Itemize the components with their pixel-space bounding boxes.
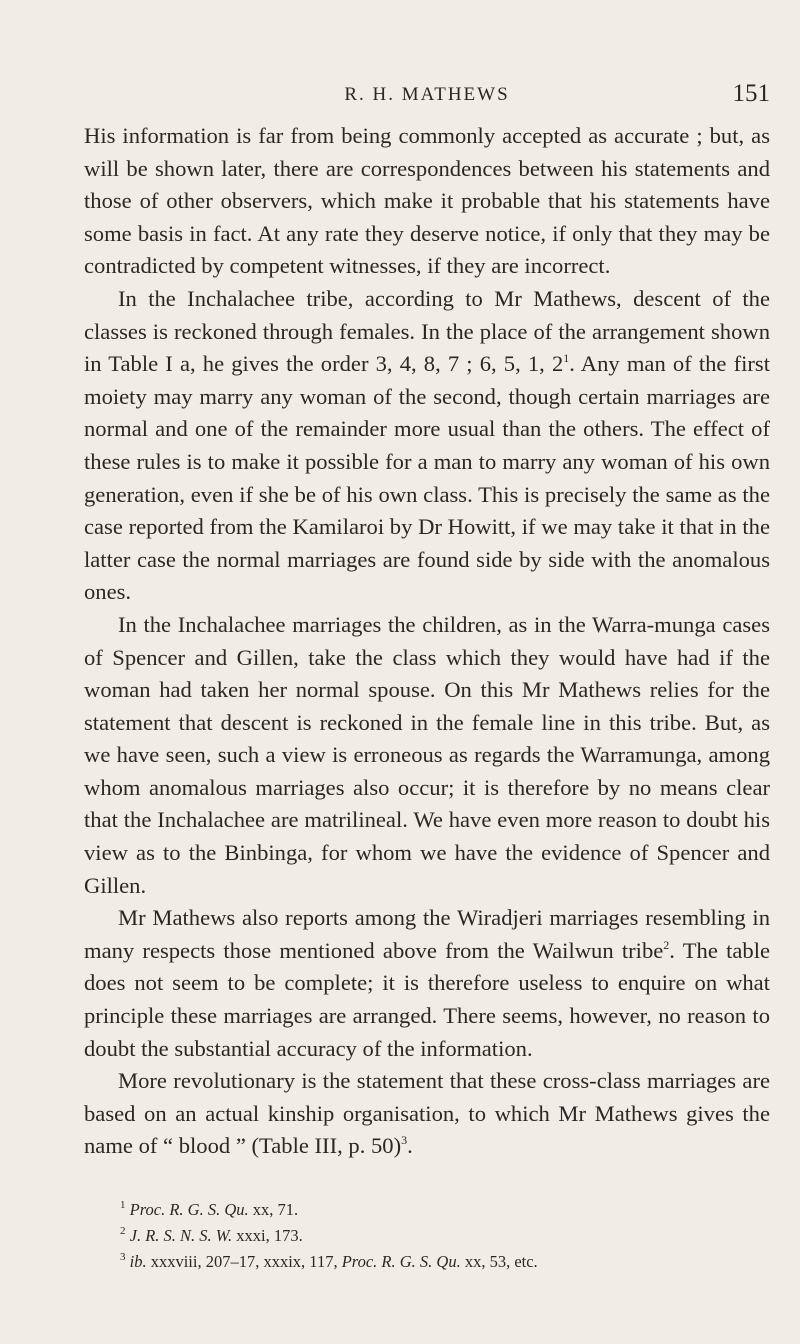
footnote-mark: 3 [120,1251,126,1263]
footnote-mark: 1 [120,1199,126,1211]
paragraph-text: His information is far from being commonly accepted as accurate ; but, as will be shown later, there are correspondences between his statements and those of other observers, which make it probable that his statements have some basis in fact. At any rate they deserve notice, if only that they may be contradicted by competent witnesses, if they are incorrect. [84,123,770,279]
paragraph-text: More revolutionary is the statement that these cross-class marriages are based on an actual kinship organisation, to which Mr Mathews gives the name of “ blood ” (Table III, p. 50) [84,1068,770,1159]
paragraph-2 [84,283,770,609]
paragraph-text: In the Inchalachee marriages the children, as in the Warra-munga cases of Spencer and Gillen, take the class which they would have had if the woman had taken her normal spouse. On this Mr Mathews relies for the statement that descent is reckoned in the female line in this tribe. But, as we have seen, such a view is erroneous as regards the Warramunga, among whom anomalous marriages also occur; it is therefore by no means clear that the Inchalachee are matrilineal. We have even more reason to doubt his view as to the Binbinga, for whom we have the evidence of Spencer and Gillen. [84,611,770,898]
footnote-ref-1[interactable]: 1 [563,351,570,366]
paragraph-text: . The table does not seem to be complete; it is therefore useless to enquire on what principle these marriages are arranged. There seems, however, no reason to doubt the substantial accuracy of the information. [84,937,770,1061]
footnotes [120,1197,770,1275]
paragraph-text: Mr Mathews also reports among the Wiradjeri marriages resembling in many respects those mentioned above from the Wailwun tribe [84,905,770,963]
citation-detail: xxxviii, 207–17, xxxix, 117, [146,1252,342,1271]
citation-detail: xxxi, 173. [232,1226,303,1245]
paragraph-text: . [407,1133,413,1159]
footnote-ref-2[interactable]: 2 [663,937,670,952]
running-title: R. H. MATHEWS [344,84,510,105]
footnote-3 [120,1249,770,1275]
citation-detail: xx, 53, etc. [460,1252,538,1271]
paragraph-1 [84,120,770,283]
footnote-ref-3[interactable]: 3 [401,1133,408,1148]
footnote-2 [120,1223,770,1249]
paragraph-5 [84,1065,770,1163]
citation-title: ib. [129,1252,147,1271]
paragraph-text: In the Inchalachee tribe, according to Mr Mathews, descent of the classes is reckoned through females. In the place of the arrangement shown in Table I a, he gives the order 3, 4, 8, 7 ; 6, 5, 1, 2 [84,285,770,377]
paragraph-text: . Any man of the first moiety may marry any woman of the second, though certain marriages are normal and one of the remainder more usual than the others. The effect of these rules is to make it possible for a man to marry any woman of his own generation, even if she be of his own class. This is precisely the same as the case reported from the Kamilaroi by Dr Howitt, if we may take it that in the latter case the normal marriages are found side by side with the anomalous ones. [84,351,770,605]
body-text [84,120,770,1163]
footnote-mark: 2 [120,1225,126,1237]
citation-title: Proc. R. G. S. Qu. [341,1252,461,1271]
citation-title: Proc. R. G. S. Qu. [129,1200,249,1219]
citation-title: J. R. S. N. S. W. [129,1226,233,1245]
page-number: 151 [732,80,770,107]
footnote-1 [120,1197,770,1223]
paragraph-3 [84,609,770,902]
citation-detail: xx, 71. [248,1200,299,1219]
paragraph-4 [84,902,770,1065]
running-head [84,80,770,110]
